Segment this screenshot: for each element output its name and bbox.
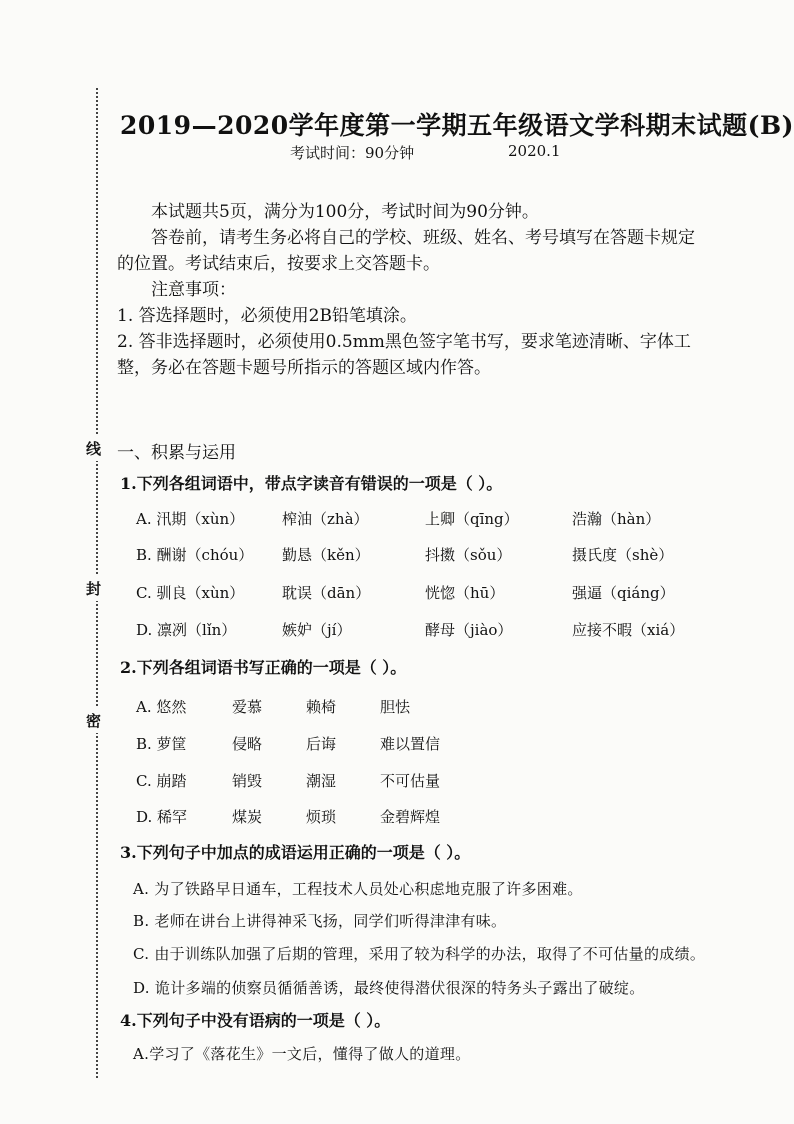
q2-option: C. 崩踏: [136, 772, 187, 790]
instruction-line: 本试题共5页，满分为100分，考试时间为90分钟。: [151, 202, 539, 222]
q2-option: 后诲: [306, 735, 337, 753]
instruction-line: 答卷前，请考生务必将自己的学校、班级、姓名、考号填写在答题卡规定: [151, 228, 695, 248]
note-item: 1. 答选择题时，必须使用2B铅笔填涂。: [117, 306, 417, 326]
q1-option: 酵母（jiào）: [425, 621, 513, 639]
q2-option: D. 稀罕: [136, 808, 188, 826]
instruction-line: 的位置。考试结束后，按要求上交答题卡。: [117, 254, 440, 274]
binding-label-feng: 封: [86, 576, 101, 601]
note-item: 2. 答非选择题时，必须使用0.5mm黑色签字笔书写，要求笔迹清晰、字体工: [117, 332, 691, 352]
binding-label-mi: 密: [86, 708, 101, 733]
q2-option: 金碧辉煌: [380, 808, 441, 826]
q3-option: B. 老师在讲台上讲得神采飞扬，同学们听得津津有味。: [133, 912, 507, 930]
q2-option: B. 萝筐: [136, 735, 187, 753]
q1-option: 强逼（qiáng）: [572, 584, 675, 602]
q1-option: C. 驯良（xùn）: [136, 584, 245, 602]
q1-option: 嫉妒（jí）: [282, 621, 352, 639]
q2-option: 难以置信: [380, 735, 441, 753]
q1-option: 摄氏度（shè）: [572, 546, 674, 564]
q2-option: 销毁: [232, 772, 263, 790]
q1-option: 勤恳（kěn）: [282, 546, 370, 564]
question-4-stem: 4.下列句子中没有语病的一项是（ ）。: [120, 1011, 391, 1030]
question-3-stem: 3.下列句子中加点的成语运用正确的一项是（ ）。: [120, 843, 471, 862]
q1-option: 抖擞（sǒu）: [425, 546, 512, 564]
note-item: 整，务必在答题卡题号所指示的答题区域内作答。: [117, 358, 491, 378]
q3-option: D. 诡计多端的侦察员循循善诱，最终使得潜伏很深的特务头子露出了破绽。: [133, 979, 645, 997]
q2-option: 不可估量: [380, 772, 441, 790]
q2-option: 侵略: [232, 735, 263, 753]
q1-option: 恍惚（hū）: [425, 584, 505, 602]
notes-title: 注意事项：: [151, 280, 236, 300]
exam-date: 2020.1: [508, 142, 561, 160]
q1-option: A. 汛期（xùn）: [136, 510, 245, 528]
q2-option: 煤炭: [232, 808, 263, 826]
q1-option: 耽误（dān）: [282, 584, 371, 602]
q2-option: 潮湿: [306, 772, 337, 790]
exam-time: 考试时间：90分钟: [290, 144, 415, 162]
q3-option: C. 由于训练队加强了后期的管理，采用了较为科学的办法，取得了不可估量的成绩。: [133, 945, 706, 963]
q4-option: A.学习了《落花生》一文后，懂得了做人的道理。: [133, 1045, 471, 1063]
q2-option: 烦琐: [306, 808, 337, 826]
q1-option: 榨油（zhà）: [282, 510, 369, 528]
q1-option: 上卿（qīng）: [425, 510, 519, 528]
question-1-stem: 1.下列各组词语中，带点字读音有错误的一项是（ ）。: [120, 474, 503, 493]
q2-option: 爱慕: [232, 698, 263, 716]
exam-title: 2019—2020学年度第一学期五年级语文学科期末试题(B): [120, 111, 794, 140]
question-2-stem: 2.下列各组词语书写正确的一项是（ ）。: [120, 658, 407, 677]
q2-option: 胆怯: [380, 698, 411, 716]
q3-option: A. 为了铁路早日通车，工程技术人员处心积虑地克服了许多困难。: [133, 880, 583, 898]
q2-option: A. 悠然: [136, 698, 187, 716]
q1-option: 应接不暇（xiá）: [572, 621, 685, 639]
section-title: 一、积累与运用: [117, 443, 236, 463]
q1-option: B. 酬谢（chóu）: [136, 546, 254, 564]
instructions-block: [117, 199, 717, 381]
q1-option: 浩瀚（hàn）: [572, 510, 661, 528]
binding-label-xian: 线: [86, 436, 101, 461]
q2-option: 赖椅: [306, 698, 337, 716]
q1-option: D. 凛冽（lǐn）: [136, 621, 237, 639]
